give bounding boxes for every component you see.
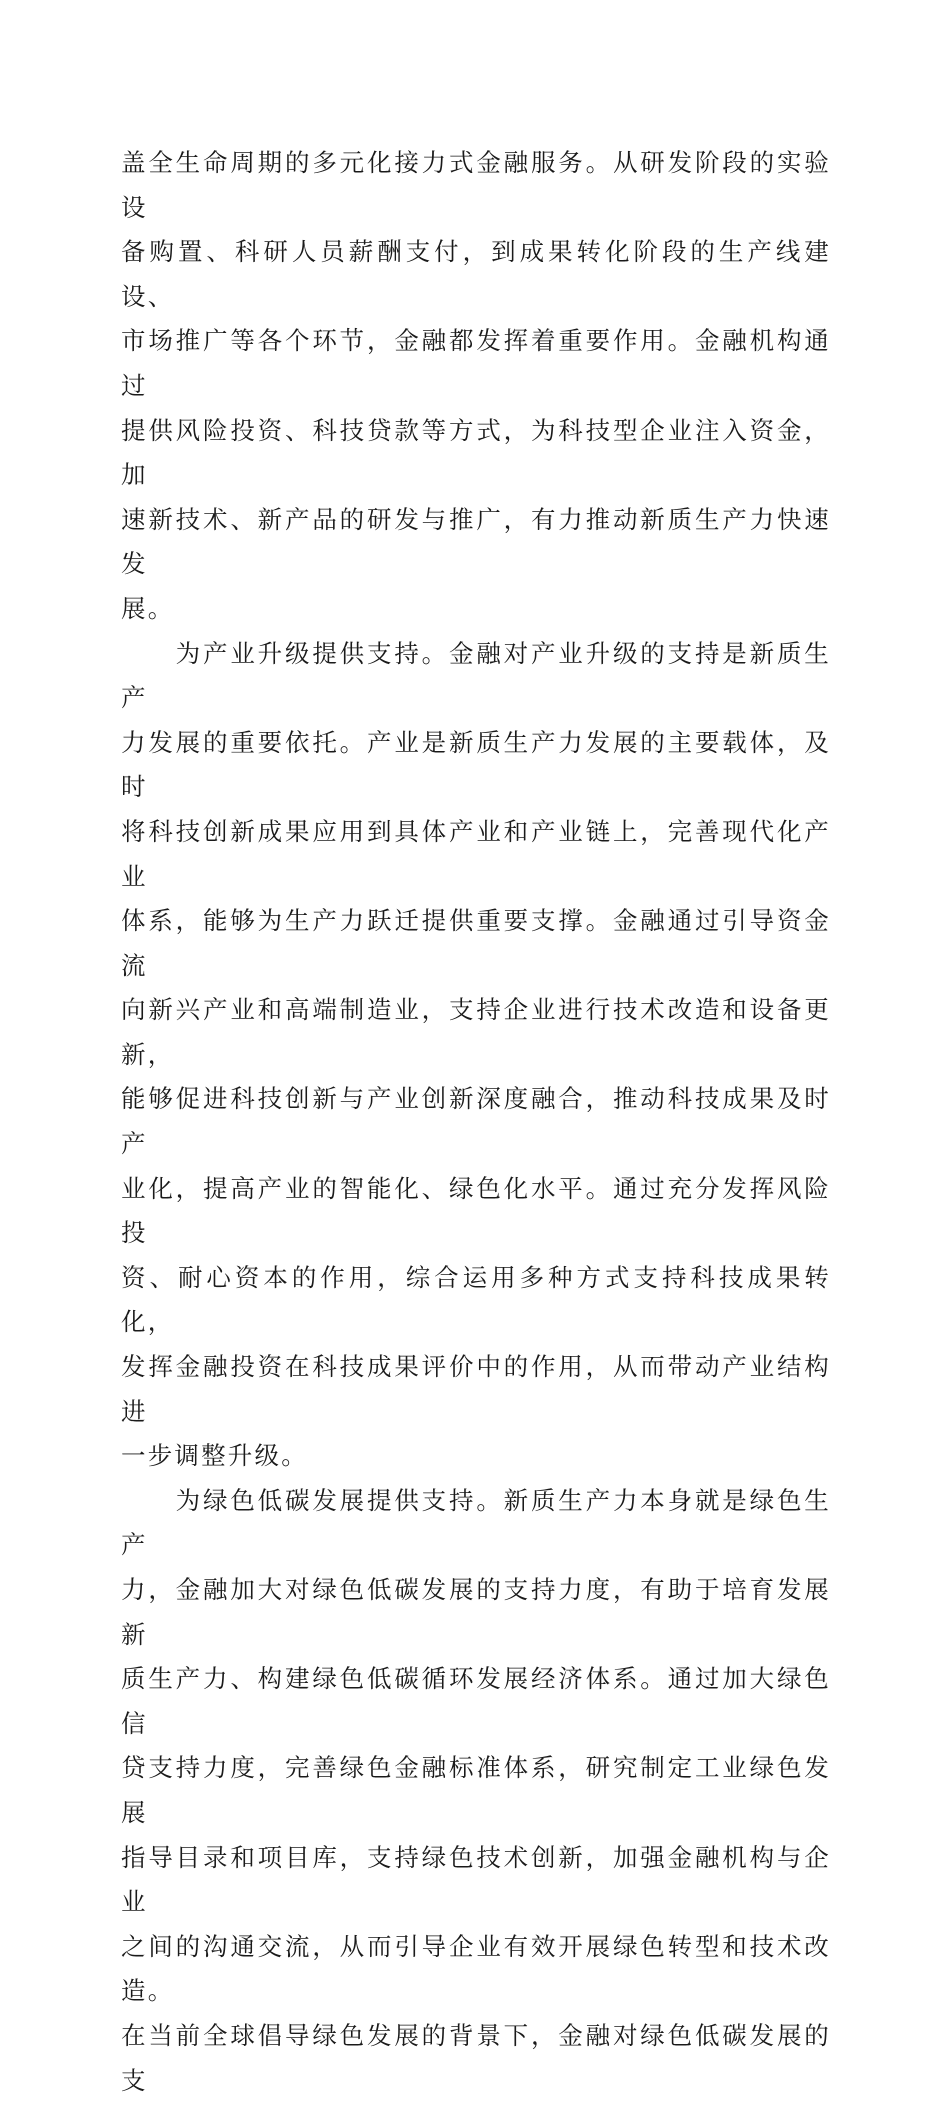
paragraph-industrial-upgrade: 为产业升级提供支持。金融对产业升级的支持是新质生产 力发展的重要依托。产业是新质生产力发展的主要载体，及时 将科技创新成果应用到具体产业和产业链上，完善现代化产业 体系，能够为生产力跃迁提供重要支撑。金融通过引导资金流 向新兴产业和高端制造业，支持企业进行技术改造和设备更新， 能够促进科技创新与产业创新深度融合，推动科技成果及时产 业化，提高产业的智能化、绿色化水平。通过充分发挥风险投 资、耐心资本的作用，综合运用多种方式支持科技成果转化， 发挥金融投资在科技成果评价中的作用，从而带动产业结构进 一步调整升级。	[121, 638, 831, 1471]
paragraph-green-low-carbon: 为绿色低碳发展提供支持。新质生产力本身就是绿色生产 力，金融加大对绿色低碳发展的支持力度，有助于培育发展新 质生产力、构建绿色低碳循环发展经济体系。通过加大绿色信 贷支持力度，完善绿色金融标准体系，研究制定工业绿色发展 指导目录和项目库，支持绿色技术创新，加强金融机构与企业 之间的沟通交流，从而引导企业有效开展绿色转型和技术改造。 在当前全球倡导绿色发展的背景下，金融对绿色低碳发展的支	[121, 1485, 831, 2095]
document-body	[121, 141, 831, 2103]
paragraph-financial-services-continuation: 盖全生命周期的多元化接力式金融服务。从研发阶段的实验设 备购置、科研人员薪酬支付，到成果转化阶段的生产线建设、 市场推广等各个环节，金融都发挥着重要作用。金融机构通过 提供风险投资、科技贷款等方式，为科技型企业注入资金，加 速新技术、新产品的研发与推广，有力推动新质生产力快速发 展。	[121, 148, 831, 623]
